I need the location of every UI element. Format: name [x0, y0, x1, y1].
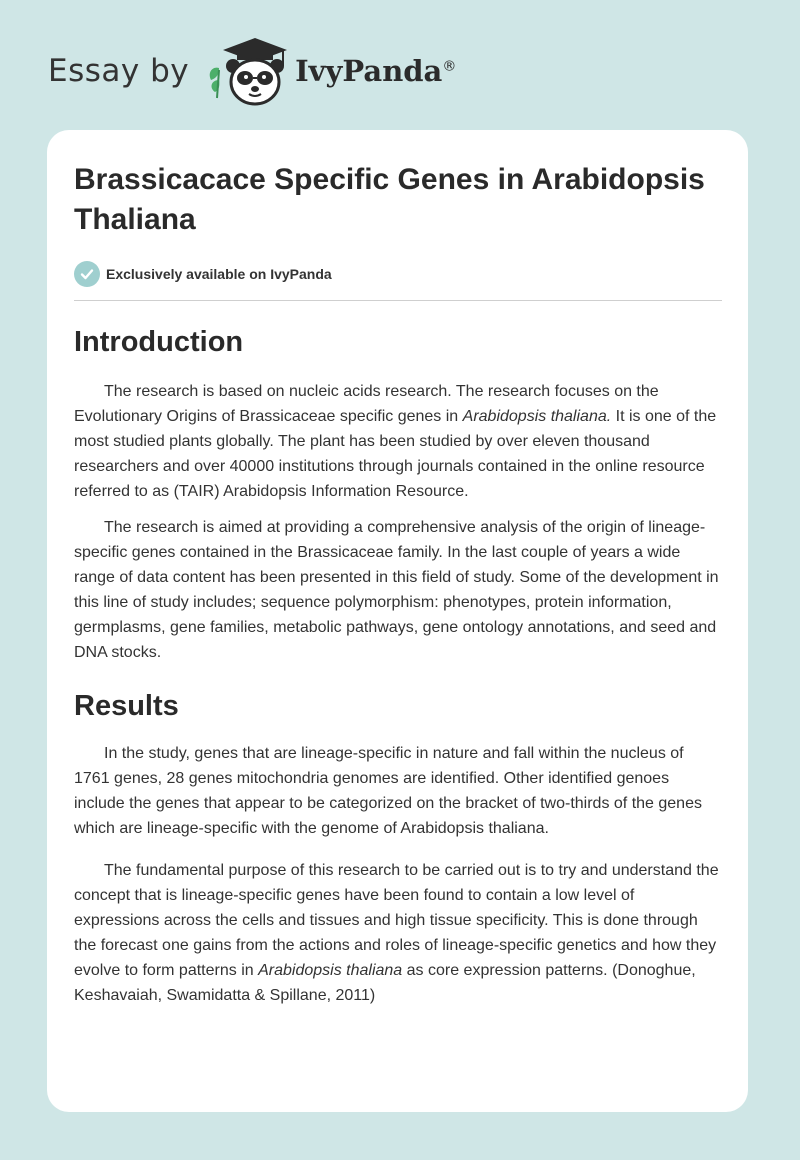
section-results — [74, 687, 722, 1008]
paragraph: The fundamental purpose of this research to be carried out is to try and understand the concept that is lineage-specific genes have been found to contain a low level of expressions across the cells and tissues and high tissue specificity. This is done through the forecast one gains from the actions and roles of lineage-specific genetics and how they evolve to form patterns in Arabidopsis thaliana as core expression patterns. (Donoghue, Keshavaiah, Swamidatta & Spillane, 2011) — [74, 862, 719, 1004]
panda-logo-icon[interactable] — [203, 36, 287, 106]
page-title: Brassicacace Specific Genes in Arabidopsis Thaliana — [74, 163, 705, 236]
section-heading: Results — [74, 690, 179, 722]
section-heading: Introduction — [74, 326, 244, 358]
essay-by-label: Essay by — [48, 53, 190, 89]
paragraph: The research is aimed at providing a comprehensive analysis of the origin of lineage-specific genes contained in the Brassicaceae family. In the last couple of years a wide range of data content has been presented in this field of study. Some of the development in this line of study includes; sequence polymorphism: phenotypes, protein information, germplasms, gene families, metabolic pathways, gene ontology annotations, and seed and DNA stocks. — [74, 519, 719, 661]
paragraph: In the study, genes that are lineage-specific in nature and fall within the nucleus of 1761 genes, 28 genes mitochondria genomes are identified. Other identified genoes include the genes that appear to be categorized on the bracket of two-thirds of the genes which are lineage-specific with the genome of Arabidopsis thaliana. — [74, 745, 702, 837]
check-circle-icon — [74, 261, 100, 287]
site-header — [48, 36, 456, 106]
exclusive-badge — [74, 260, 722, 288]
exclusive-badge-label: Exclusively available on IvyPanda — [106, 266, 332, 282]
section-introduction — [74, 323, 722, 665]
divider — [74, 300, 722, 301]
brand-name[interactable]: IvyPanda® — [295, 54, 457, 88]
paragraph: The research is based on nucleic acids research. The research focuses on the Evolutionary Origins of Brassicaceae specific genes in Arabidopsis thaliana. It is one of the most studied plants globally. The plant has been studied by over eleven thousand researchers and over 40000 institutions through journals contained in the online resource referred to as (TAIR) Arabidopsis Information Resource. — [74, 383, 717, 500]
essay-card — [47, 130, 748, 1112]
